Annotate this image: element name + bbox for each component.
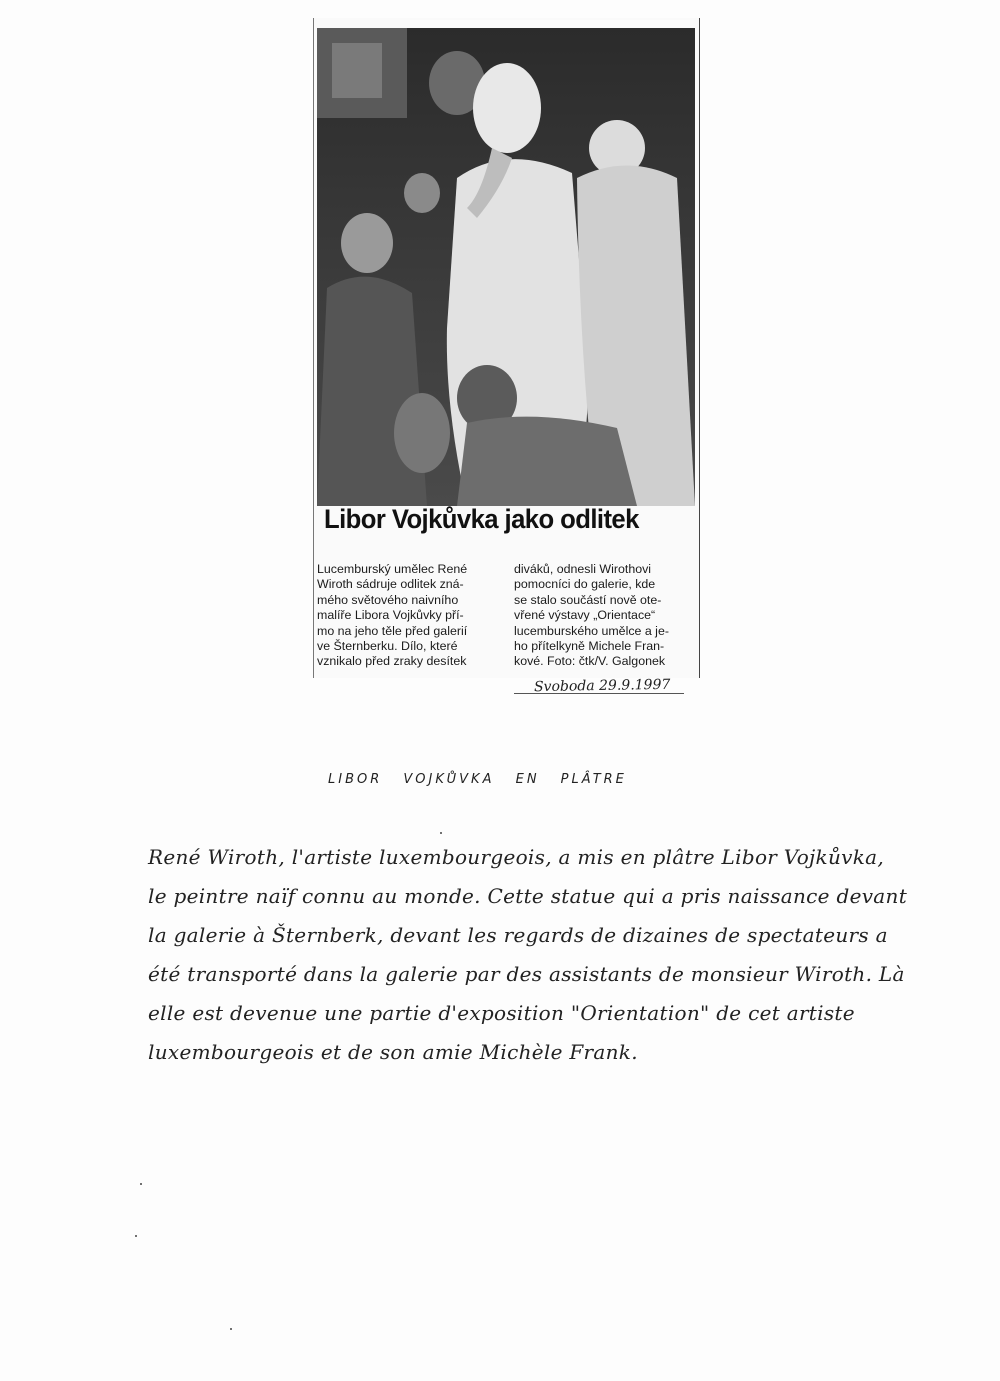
handwritten-translation: René Wiroth, l'artiste luxembourgeois, a mis en plâtre Libor Vojkůvka, le peintre naïf connu au monde. Cette statue qui a pris naissance devant la galerie à Šternberk, devant les regards de dizaines de spectateurs a été transporté dans la galerie par des assistants de monsieur Wiroth. Là elle est devenue une partie d'exposition "Orientation" de cet artiste luxembourgeois et de son amie Michèle Frank. xyxy=(148,845,908,1064)
photo-illustration xyxy=(317,28,695,506)
handwritten-title: LIBOR VOJKŮVKA EN PLÂTRE xyxy=(328,772,627,787)
scan-speck xyxy=(230,1328,232,1330)
scan-speck xyxy=(440,832,442,834)
news-photo xyxy=(317,28,695,506)
scan-speck xyxy=(135,1235,137,1237)
caption-right-column: diváků, odnesli Wirothovi pomocníci do galerie, kde se stalo součástí nově ote- vřené výstavy „Orientace“ lucemburského umělce a je- ho přítelkyně Michele Fran- kové. Foto: čtk/V. Galgonek xyxy=(514,562,669,669)
newspaper-clipping xyxy=(313,18,700,696)
clipping-headline: Libor Vojkůvka jako odlitek xyxy=(324,504,639,534)
caption-left-column: Lucemburský umělec René Wiroth sádruje odlitek zná- mého světového naivního malíře Libora Vojkůvky pří- mo na jeho těle před galerií ve Šternberku. Dílo, které vznikalo před zraky desítek xyxy=(317,562,468,669)
handwritten-source-note: Svoboda 29.9.1997 xyxy=(533,676,671,696)
scan-speck xyxy=(140,1183,142,1185)
